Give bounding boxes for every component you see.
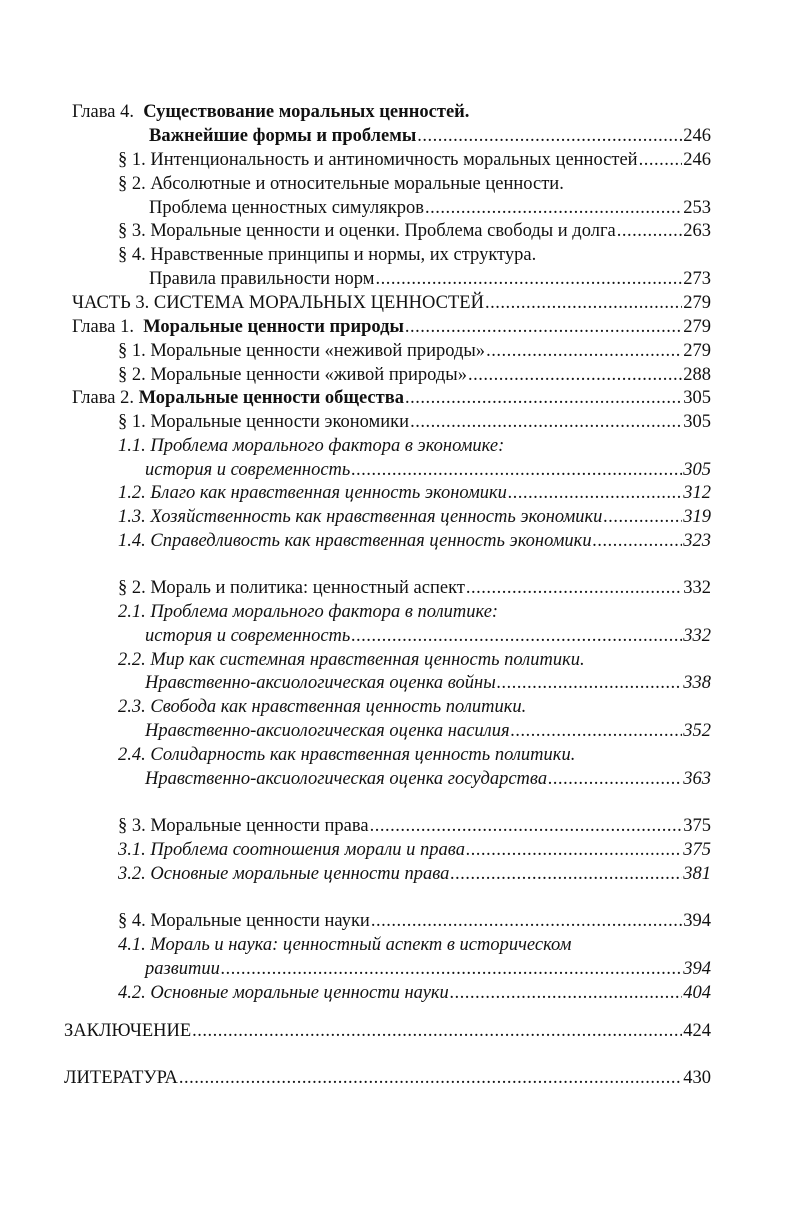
toc-part-3[interactable]	[72, 291, 711, 315]
toc-p3ch2-section-2[interactable]	[118, 576, 711, 600]
item-label: Нравственно-аксиологическая оценка войны	[145, 673, 496, 693]
item-label: 3.1. Проблема соотношения морали и права	[118, 840, 465, 860]
literature-label: ЛИТЕРАТУРА	[64, 1068, 178, 1088]
toc-item-2-2[interactable]	[145, 671, 711, 695]
dot-leader	[466, 576, 682, 600]
chapter-prefix: Глава 2.	[72, 388, 134, 408]
item-label: история и современность	[145, 460, 351, 480]
toc-part3-chapter-1[interactable]	[72, 315, 711, 339]
page-number: 312	[683, 483, 711, 503]
section-label: § 4. Моральные ценности науки	[118, 911, 370, 931]
page-number: 263	[683, 221, 711, 241]
dot-leader	[466, 838, 682, 862]
item-label: Нравственно-аксиологическая оценка насилия	[145, 721, 510, 741]
dot-leader	[405, 315, 682, 339]
dot-leader	[371, 909, 682, 933]
page-number: 381	[683, 864, 711, 884]
toc-item-2-4-line1[interactable]: 2.4. Солидарность как нравственная ценность политики.	[118, 745, 576, 765]
section-label: § 1. Моральные ценности «неживой природы»	[118, 341, 486, 361]
page-number: 332	[683, 626, 711, 646]
dot-leader	[221, 957, 682, 981]
dot-leader	[468, 363, 682, 387]
page-number: 404	[683, 983, 711, 1003]
section-label: Проблема ценностных симулякров	[149, 198, 425, 218]
section-label: § 2. Моральные ценности «живой природы»	[118, 365, 467, 385]
toc-item-4-1-line1[interactable]: 4.1. Мораль и наука: ценностный аспект в историческом	[118, 935, 572, 955]
chapter-title: Моральные ценности общества	[138, 388, 404, 408]
chapter-prefix: Глава 4.	[72, 102, 134, 122]
toc-item-4-2[interactable]	[118, 981, 711, 1005]
dot-leader	[593, 529, 683, 553]
toc-p3ch1-section-2[interactable]	[118, 363, 711, 387]
toc-ch4-section-4[interactable]	[149, 267, 711, 291]
page-number: 424	[683, 1021, 711, 1041]
section-label: § 1. Моральные ценности экономики	[118, 412, 410, 432]
section-label: § 3. Моральные ценности и оценки. Проблема свободы и долга	[118, 221, 616, 241]
page-number: 394	[683, 959, 711, 979]
page-number: 430	[683, 1068, 711, 1088]
page-number: 279	[683, 317, 711, 337]
item-label: 1.3. Хозяйственность как нравственная ценность экономики	[118, 507, 603, 527]
chapter-subtitle: Важнейшие формы и проблемы	[149, 126, 417, 146]
page-number: 279	[683, 293, 711, 313]
toc-item-2-1-line1[interactable]: 2.1. Проблема морального фактора в политике:	[118, 602, 499, 622]
dot-leader	[351, 624, 682, 648]
part-label: ЧАСТЬ 3. СИСТЕМА МОРАЛЬНЫХ ЦЕННОСТЕЙ	[72, 293, 484, 313]
item-label: 1.2. Благо как нравственная ценность экономики	[118, 483, 507, 503]
page-number: 352	[683, 721, 711, 741]
dot-leader	[370, 814, 683, 838]
toc-item-1-4[interactable]	[118, 529, 711, 553]
page-number: 375	[683, 816, 711, 836]
toc-ch4-section-1[interactable]	[118, 148, 711, 172]
item-label: развитии	[145, 959, 220, 979]
page-number: 394	[683, 911, 711, 931]
section-label: § 2. Мораль и политика: ценностный аспект	[118, 578, 465, 598]
toc-item-2-1[interactable]	[145, 624, 711, 648]
section-label: § 1. Интенциональность и антиномичность моральных ценностей	[118, 150, 638, 170]
toc-item-2-3-line1[interactable]: 2.3. Свобода как нравственная ценность политики.	[118, 697, 527, 717]
dot-leader	[450, 862, 682, 886]
dot-leader	[405, 386, 682, 410]
toc-p3ch2-section-4[interactable]	[118, 909, 711, 933]
page-number: 375	[683, 840, 711, 860]
toc-ch4-section-4-line1[interactable]: § 4. Нравственные принципы и нормы, их структура.	[118, 245, 537, 265]
dot-leader	[375, 267, 682, 291]
dot-leader	[639, 148, 683, 172]
dot-leader	[548, 767, 682, 791]
toc-item-1-1[interactable]	[145, 458, 711, 482]
dot-leader	[351, 458, 682, 482]
item-label: 4.2. Основные моральные ценности науки	[118, 983, 449, 1003]
page-number: 323	[683, 531, 711, 551]
section-label: § 3. Моральные ценности права	[118, 816, 369, 836]
page-number: 319	[683, 507, 711, 527]
page-number: 305	[683, 388, 711, 408]
item-label: Нравственно-аксиологическая оценка государства	[145, 769, 548, 789]
dot-leader	[485, 291, 682, 315]
toc-chapter-4-heading[interactable]	[72, 100, 469, 124]
toc-item-2-4[interactable]	[145, 767, 711, 791]
page-number: 273	[683, 269, 711, 289]
dot-leader	[450, 981, 682, 1005]
page-number: 305	[683, 460, 711, 480]
dot-leader	[511, 719, 683, 743]
dot-leader	[425, 196, 682, 220]
conclusion-label: ЗАКЛЮЧЕНИЕ	[64, 1021, 192, 1041]
page-number: 246	[683, 150, 711, 170]
dot-leader	[410, 410, 682, 434]
page-number: 288	[683, 365, 711, 385]
page-number: 246	[683, 126, 711, 146]
toc-ch4-section-2[interactable]	[149, 196, 711, 220]
toc-chapter-4-subtitle[interactable]	[149, 124, 711, 148]
dot-leader	[497, 671, 682, 695]
chapter-title: Моральные ценности природы	[143, 317, 404, 337]
toc-item-1-2[interactable]	[118, 481, 711, 505]
toc-item-2-3[interactable]	[145, 719, 711, 743]
toc-item-2-2-line1[interactable]: 2.2. Мир как системная нравственная ценность политики.	[118, 650, 585, 670]
page-number: 305	[683, 412, 711, 432]
chapter-title: Существование моральных ценностей.	[143, 102, 470, 122]
chapter-prefix: Глава 1.	[72, 317, 134, 337]
toc-item-1-1-line1[interactable]: 1.1. Проблема морального фактора в экономике:	[118, 436, 505, 456]
toc-p3ch1-section-1[interactable]	[118, 339, 711, 363]
section-label: Правила правильности норм	[149, 269, 375, 289]
toc-conclusion[interactable]	[64, 1019, 711, 1043]
item-label: история и современность	[145, 626, 351, 646]
dot-leader	[617, 219, 682, 243]
dot-leader	[508, 481, 682, 505]
page-number: 332	[683, 578, 711, 598]
dot-leader	[603, 505, 682, 529]
page-number: 279	[683, 341, 711, 361]
toc-item-4-1[interactable]	[145, 957, 711, 981]
item-label: 1.4. Справедливость как нравственная ценность экономики	[118, 531, 592, 551]
toc-p3ch2-section-1[interactable]	[118, 410, 711, 434]
toc-item-3-2[interactable]	[118, 862, 711, 886]
page-number: 338	[683, 673, 711, 693]
dot-leader	[192, 1019, 682, 1043]
item-label: 3.2. Основные моральные ценности права	[118, 864, 450, 884]
toc-item-3-1[interactable]	[118, 838, 711, 862]
toc-item-1-3[interactable]	[118, 505, 711, 529]
toc-part3-chapter-2[interactable]	[72, 386, 711, 410]
dot-leader	[486, 339, 682, 363]
toc-p3ch2-section-3[interactable]	[118, 814, 711, 838]
dot-leader	[417, 124, 682, 148]
page-number: 253	[683, 198, 711, 218]
toc-literature[interactable]	[64, 1066, 711, 1090]
toc-ch4-section-2-line1[interactable]: § 2. Абсолютные и относительные моральные ценности.	[118, 174, 564, 194]
page-number: 363	[683, 769, 711, 789]
dot-leader	[179, 1066, 682, 1090]
toc-ch4-section-3[interactable]	[118, 219, 711, 243]
